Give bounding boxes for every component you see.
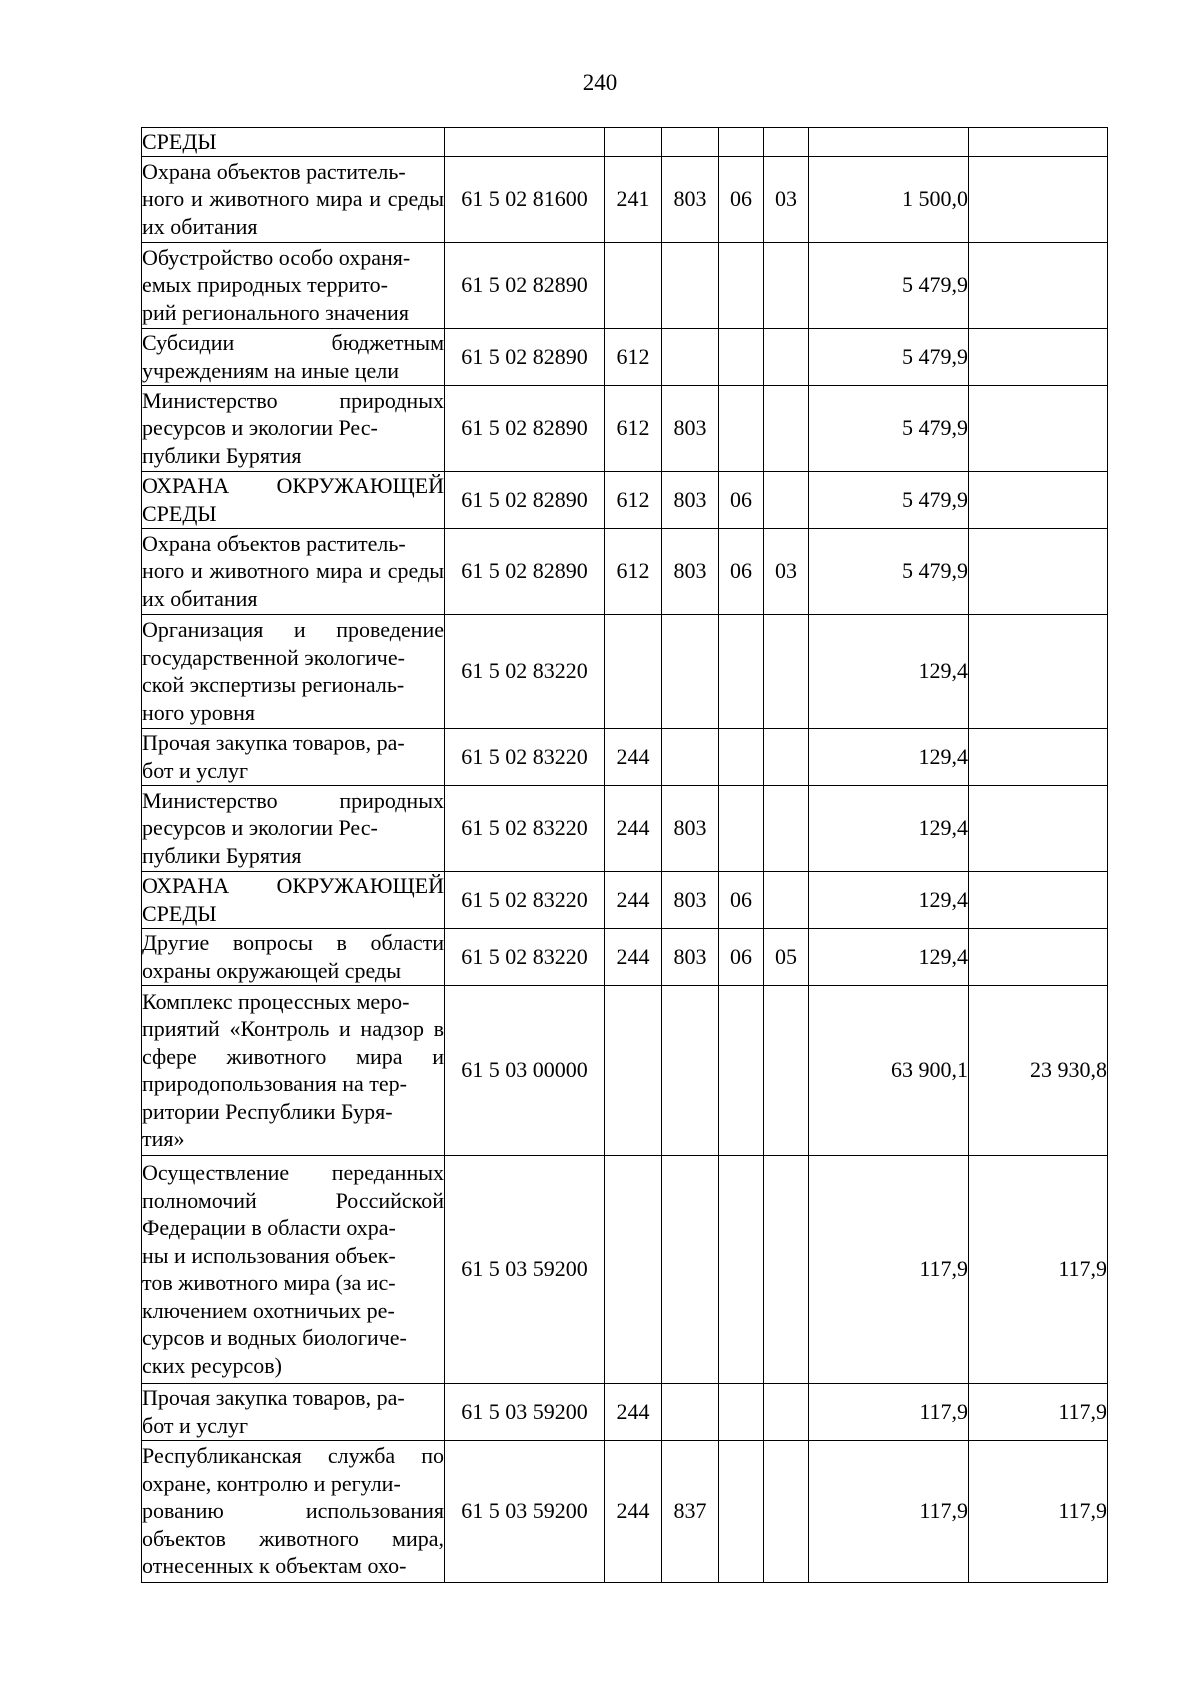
expense-type (605, 614, 662, 728)
amount-1: 117,9 (809, 1383, 969, 1440)
amount-2 (969, 528, 1108, 614)
ministry-code: 803 (662, 471, 719, 528)
section-code (719, 128, 764, 157)
amount-1: 129,4 (809, 614, 969, 728)
row-name: Охрана объектов раститель- ного и животного мира и среды их обитания (142, 528, 445, 614)
amount-1: 129,4 (809, 728, 969, 785)
amount-2: 117,9 (969, 1440, 1108, 1582)
subsection-code: 05 (764, 928, 809, 985)
amount-2 (969, 328, 1108, 385)
expense-type: 612 (605, 385, 662, 471)
row-name: Комплекс процессных меро- приятий «Контроль и надзор в сфере животного мира и природопользования на тер- ритории Республики Буря- тия» (142, 985, 445, 1155)
target-code: 61 5 02 83220 (445, 928, 605, 985)
expense-type: 612 (605, 471, 662, 528)
row-name: Прочая закупка товаров, ра- бот и услуг (142, 728, 445, 785)
amount-2 (969, 928, 1108, 985)
subsection-code (764, 328, 809, 385)
row-name: Охрана объектов раститель- ного и животного мира и среды их обитания (142, 156, 445, 242)
amount-1 (809, 128, 969, 157)
row-name: Другие вопросы в области охраны окружающей среды (142, 928, 445, 985)
row-name: Осуществление переданных полномочий Российской Федерации в области охра- ны и использования объек- тов животного мира (за ис- ключением охотничьих ре- сурсов и водных биологиче- ских ресурсов) (142, 1155, 445, 1383)
section-code (719, 985, 764, 1155)
subsection-code (764, 871, 809, 928)
table-row (142, 328, 1108, 385)
table-row (142, 871, 1108, 928)
amount-1: 129,4 (809, 785, 969, 871)
expense-type: 241 (605, 156, 662, 242)
amount-1: 129,4 (809, 928, 969, 985)
table-row (142, 528, 1108, 614)
amount-2 (969, 242, 1108, 328)
row-name: СРЕДЫ (142, 128, 445, 157)
table-row (142, 128, 1108, 157)
subsection-code (764, 614, 809, 728)
amount-2: 117,9 (969, 1383, 1108, 1440)
ministry-code (662, 1155, 719, 1383)
amount-1: 129,4 (809, 871, 969, 928)
subsection-code (764, 471, 809, 528)
section-code (719, 242, 764, 328)
table-row (142, 1155, 1108, 1383)
table-row (142, 1440, 1108, 1582)
row-name: Министерство природных ресурсов и экологии Рес- публики Бурятия (142, 385, 445, 471)
amount-1: 1 500,0 (809, 156, 969, 242)
target-code: 61 5 02 81600 (445, 156, 605, 242)
target-code: 61 5 02 82890 (445, 471, 605, 528)
amount-1: 5 479,9 (809, 242, 969, 328)
row-name: Республиканская служба по охране, контролю и регули- рованию использования объектов животного мира, отнесенных к объектам охо- (142, 1440, 445, 1582)
ministry-code (662, 614, 719, 728)
table-row (142, 471, 1108, 528)
ministry-code (662, 242, 719, 328)
row-name: ОХРАНА ОКРУЖАЮЩЕЙ СРЕДЫ (142, 871, 445, 928)
target-code (445, 128, 605, 157)
expense-type (605, 985, 662, 1155)
table-row (142, 156, 1108, 242)
amount-1: 5 479,9 (809, 328, 969, 385)
amount-2: 117,9 (969, 1155, 1108, 1383)
amount-2 (969, 156, 1108, 242)
table-row (142, 614, 1108, 728)
ministry-code (662, 1383, 719, 1440)
ministry-code (662, 728, 719, 785)
ministry-code (662, 328, 719, 385)
ministry-code: 803 (662, 156, 719, 242)
amount-2 (969, 614, 1108, 728)
section-code (719, 1383, 764, 1440)
amount-2 (969, 471, 1108, 528)
expense-type (605, 242, 662, 328)
target-code: 61 5 02 83220 (445, 614, 605, 728)
section-code: 06 (719, 871, 764, 928)
row-name: Организация и проведение государственной экологиче- ской экспертизы региональ- ного уровня (142, 614, 445, 728)
expense-type: 244 (605, 928, 662, 985)
target-code: 61 5 02 83220 (445, 728, 605, 785)
amount-1: 5 479,9 (809, 471, 969, 528)
row-name: ОХРАНА ОКРУЖАЮЩЕЙ СРЕДЫ (142, 471, 445, 528)
target-code: 61 5 02 82890 (445, 528, 605, 614)
section-code (719, 785, 764, 871)
table-row (142, 385, 1108, 471)
budget-table (141, 127, 1108, 1583)
target-code: 61 5 02 83220 (445, 871, 605, 928)
section-code (719, 1440, 764, 1582)
expense-type (605, 1155, 662, 1383)
row-name: Министерство природных ресурсов и экологии Рес- публики Бурятия (142, 785, 445, 871)
section-code (719, 1155, 764, 1383)
expense-type: 612 (605, 528, 662, 614)
subsection-code (764, 385, 809, 471)
section-code: 06 (719, 528, 764, 614)
target-code: 61 5 03 59200 (445, 1440, 605, 1582)
subsection-code (764, 785, 809, 871)
amount-2 (969, 785, 1108, 871)
table-body (142, 128, 1108, 1583)
ministry-code: 803 (662, 928, 719, 985)
amount-1: 63 900,1 (809, 985, 969, 1155)
expense-type: 612 (605, 328, 662, 385)
ministry-code: 803 (662, 385, 719, 471)
amount-1: 117,9 (809, 1440, 969, 1582)
subsection-code (764, 728, 809, 785)
target-code: 61 5 03 59200 (445, 1383, 605, 1440)
row-name: Обустройство особо охраня- емых природных террито- рий регионального значения (142, 242, 445, 328)
amount-1: 117,9 (809, 1155, 969, 1383)
row-name: Прочая закупка товаров, ра- бот и услуг (142, 1383, 445, 1440)
amount-2 (969, 871, 1108, 928)
target-code: 61 5 03 59200 (445, 1155, 605, 1383)
target-code: 61 5 02 82890 (445, 328, 605, 385)
subsection-code (764, 1155, 809, 1383)
section-code: 06 (719, 471, 764, 528)
section-code: 06 (719, 156, 764, 242)
ministry-code: 803 (662, 871, 719, 928)
section-code (719, 385, 764, 471)
table-row (142, 785, 1108, 871)
amount-2 (969, 728, 1108, 785)
subsection-code (764, 1383, 809, 1440)
subsection-code: 03 (764, 528, 809, 614)
expense-type: 244 (605, 1383, 662, 1440)
subsection-code: 03 (764, 156, 809, 242)
amount-1: 5 479,9 (809, 385, 969, 471)
table-row (142, 985, 1108, 1155)
expense-type: 244 (605, 1440, 662, 1582)
ministry-code: 803 (662, 785, 719, 871)
amount-2 (969, 128, 1108, 157)
expense-type (605, 128, 662, 157)
table-row (142, 242, 1108, 328)
subsection-code (764, 128, 809, 157)
section-code: 06 (719, 928, 764, 985)
expense-type: 244 (605, 785, 662, 871)
table-row (142, 728, 1108, 785)
ministry-code (662, 128, 719, 157)
amount-2 (969, 385, 1108, 471)
target-code: 61 5 02 83220 (445, 785, 605, 871)
amount-1: 5 479,9 (809, 528, 969, 614)
ministry-code: 803 (662, 528, 719, 614)
target-code: 61 5 02 82890 (445, 385, 605, 471)
subsection-code (764, 242, 809, 328)
expense-type: 244 (605, 871, 662, 928)
row-name: Субсидии бюджетным учреждениям на иные цели (142, 328, 445, 385)
page-number: 240 (582, 70, 618, 95)
table-row (142, 1383, 1108, 1440)
ministry-code: 837 (662, 1440, 719, 1582)
section-code (719, 614, 764, 728)
target-code: 61 5 02 82890 (445, 242, 605, 328)
amount-2: 23 930,8 (969, 985, 1108, 1155)
section-code (719, 328, 764, 385)
subsection-code (764, 985, 809, 1155)
ministry-code (662, 985, 719, 1155)
target-code: 61 5 03 00000 (445, 985, 605, 1155)
subsection-code (764, 1440, 809, 1582)
section-code (719, 728, 764, 785)
expense-type: 244 (605, 728, 662, 785)
table-row (142, 928, 1108, 985)
